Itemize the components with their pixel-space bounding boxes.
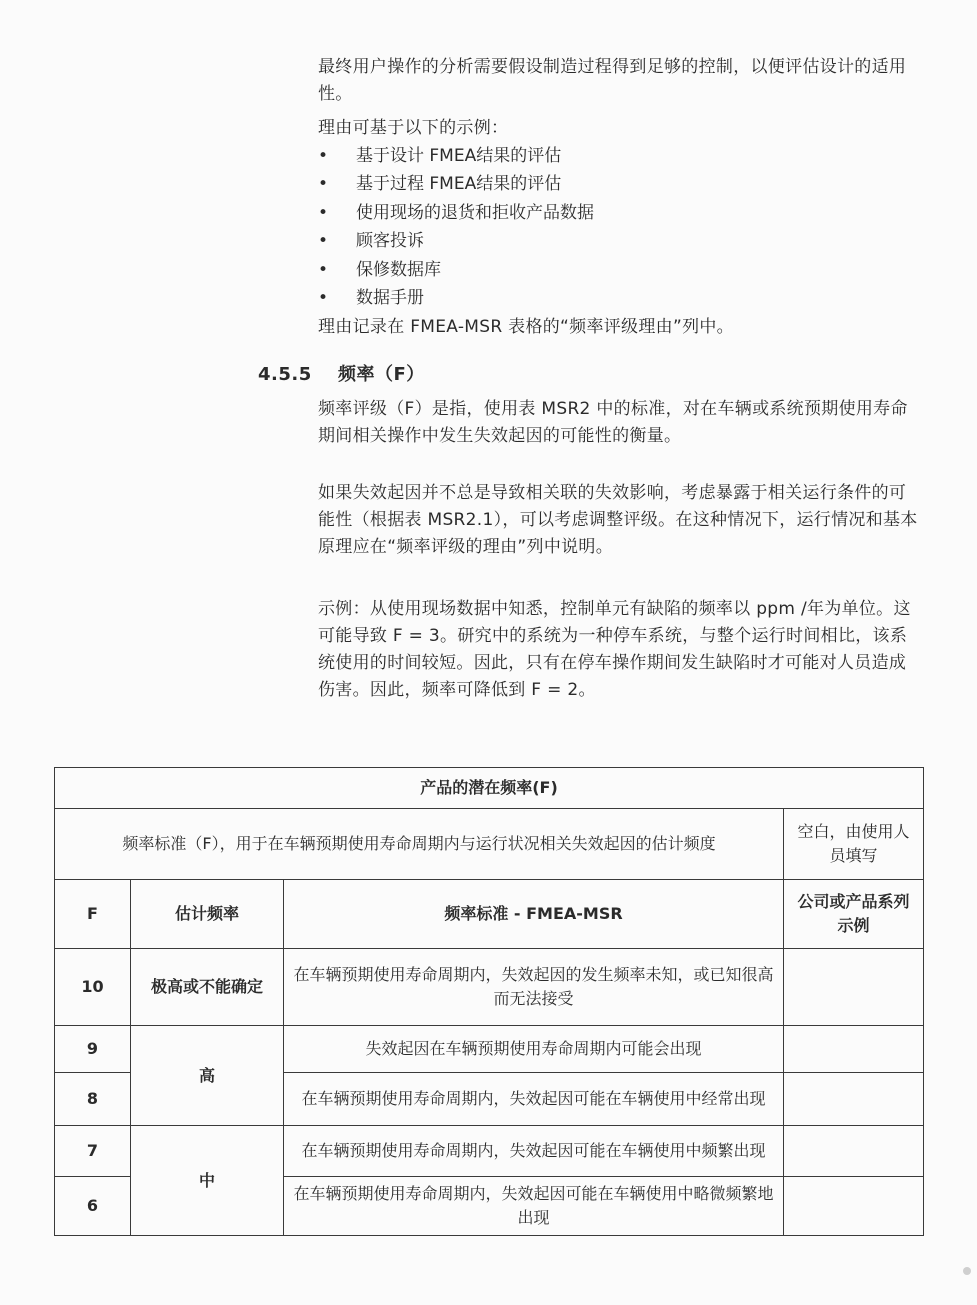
list-item: • 使用现场的退货和拒收产品数据	[318, 199, 918, 227]
rationale-note: 理由记录在 FMEA-MSR 表格的“频率评级理由”列中。	[318, 317, 734, 337]
table-row	[55, 949, 924, 1026]
example-cell	[784, 949, 924, 1026]
examples-list	[318, 142, 918, 312]
table-desc-row	[55, 809, 924, 880]
section-number: 4.5.5	[258, 364, 312, 385]
intro-paragraph: 最终用户操作的分析需要假设制造过程得到足够的控制，以便评估设计的适用性。	[318, 57, 907, 104]
criteria-cell: 失效起因在车辆预期使用寿命周期内可能会出现	[284, 1026, 784, 1073]
list-item: • 数据手册	[318, 284, 918, 312]
rating-cell: 7	[55, 1126, 131, 1177]
bullet-icon: •	[318, 288, 329, 309]
list-item: • 基于过程 FMEA结果的评估	[318, 170, 918, 198]
bullet-icon: •	[318, 146, 329, 166]
rating-cell: 9	[55, 1026, 131, 1073]
bullet-icon: •	[318, 231, 329, 252]
criteria-cell: 在车辆预期使用寿命周期内，失效起因可能在车辆使用中略微频繁地出现	[284, 1177, 784, 1236]
criteria-description: 频率标准（F），用于在车辆预期使用寿命周期内与运行状况相关失效起因的估计频度	[55, 809, 784, 880]
examples-lead: 理由可基于以下的示例：	[318, 118, 509, 138]
section-heading	[258, 360, 425, 386]
criteria-cell: 在车辆预期使用寿命周期内，失效起因的发生频率未知，或已知很高而无法接受	[284, 949, 784, 1026]
exposure-paragraph: 如果失效起因并不总是导致相关联的失效影响，考虑暴露于相关运行条件的可能性（根据表 MSR2.1），可以考虑调整评级。在这种情况下，运行情况和基本原理应在“频率评级的理由”列中说明。	[318, 483, 918, 557]
frequency-definition: 频率评级（F）是指，使用表 MSR2 中的标准，对在车辆或系统预期使用寿命期间相关操作中发生失效起因的可能性的衡量。	[318, 399, 908, 446]
rating-cell: 10	[55, 949, 131, 1026]
header-estimate: 估计频率	[131, 880, 284, 949]
rating-cell: 6	[55, 1177, 131, 1236]
table-title: 产品的潜在频率(F)	[55, 768, 924, 809]
estimate-cell: 中	[131, 1126, 284, 1236]
example-paragraph: 示例：从使用现场数据中知悉，控制单元有缺陷的频率以 ppm /年为单位。这可能导致 F = 3。研究中的系统为一种停车系统，与整个运行时间相比，该系统使用的时间较短。因此，只有在停车操作期间发生缺陷时才可能对人员造成伤害。因此，频率可降低到 F = 2。	[318, 599, 911, 700]
list-item: • 保修数据库	[318, 256, 918, 284]
scan-dot-mark	[963, 1267, 971, 1275]
table-row	[55, 1026, 924, 1073]
bullet-icon: •	[318, 259, 329, 280]
bullet-icon: •	[318, 202, 329, 223]
table-header-row	[55, 880, 924, 949]
frequency-table	[54, 767, 924, 1236]
criteria-cell: 在车辆预期使用寿命周期内，失效起因可能在车辆使用中频繁出现	[284, 1126, 784, 1177]
list-item: • 基于设计 FMEA结果的评估	[318, 142, 918, 170]
example-cell	[784, 1126, 924, 1177]
section-title: 频率（F）	[338, 364, 425, 385]
header-criteria: 频率标准 - FMEA-MSR	[284, 880, 784, 949]
example-cell	[784, 1073, 924, 1126]
example-cell	[784, 1026, 924, 1073]
list-item: • 顾客投诉	[318, 227, 918, 255]
table-title-row	[55, 768, 924, 809]
rating-cell: 8	[55, 1073, 131, 1126]
blank-note: 空白，由使用人员填写	[784, 809, 924, 880]
estimate-cell: 极高或不能确定	[131, 949, 284, 1026]
header-example: 公司或产品系列示例	[784, 880, 924, 949]
estimate-cell: 高	[131, 1026, 284, 1126]
example-cell	[784, 1177, 924, 1236]
table-row	[55, 1126, 924, 1177]
criteria-cell: 在车辆预期使用寿命周期内，失效起因可能在车辆使用中经常出现	[284, 1073, 784, 1126]
bullet-icon: •	[318, 174, 329, 195]
header-f: F	[55, 880, 131, 949]
